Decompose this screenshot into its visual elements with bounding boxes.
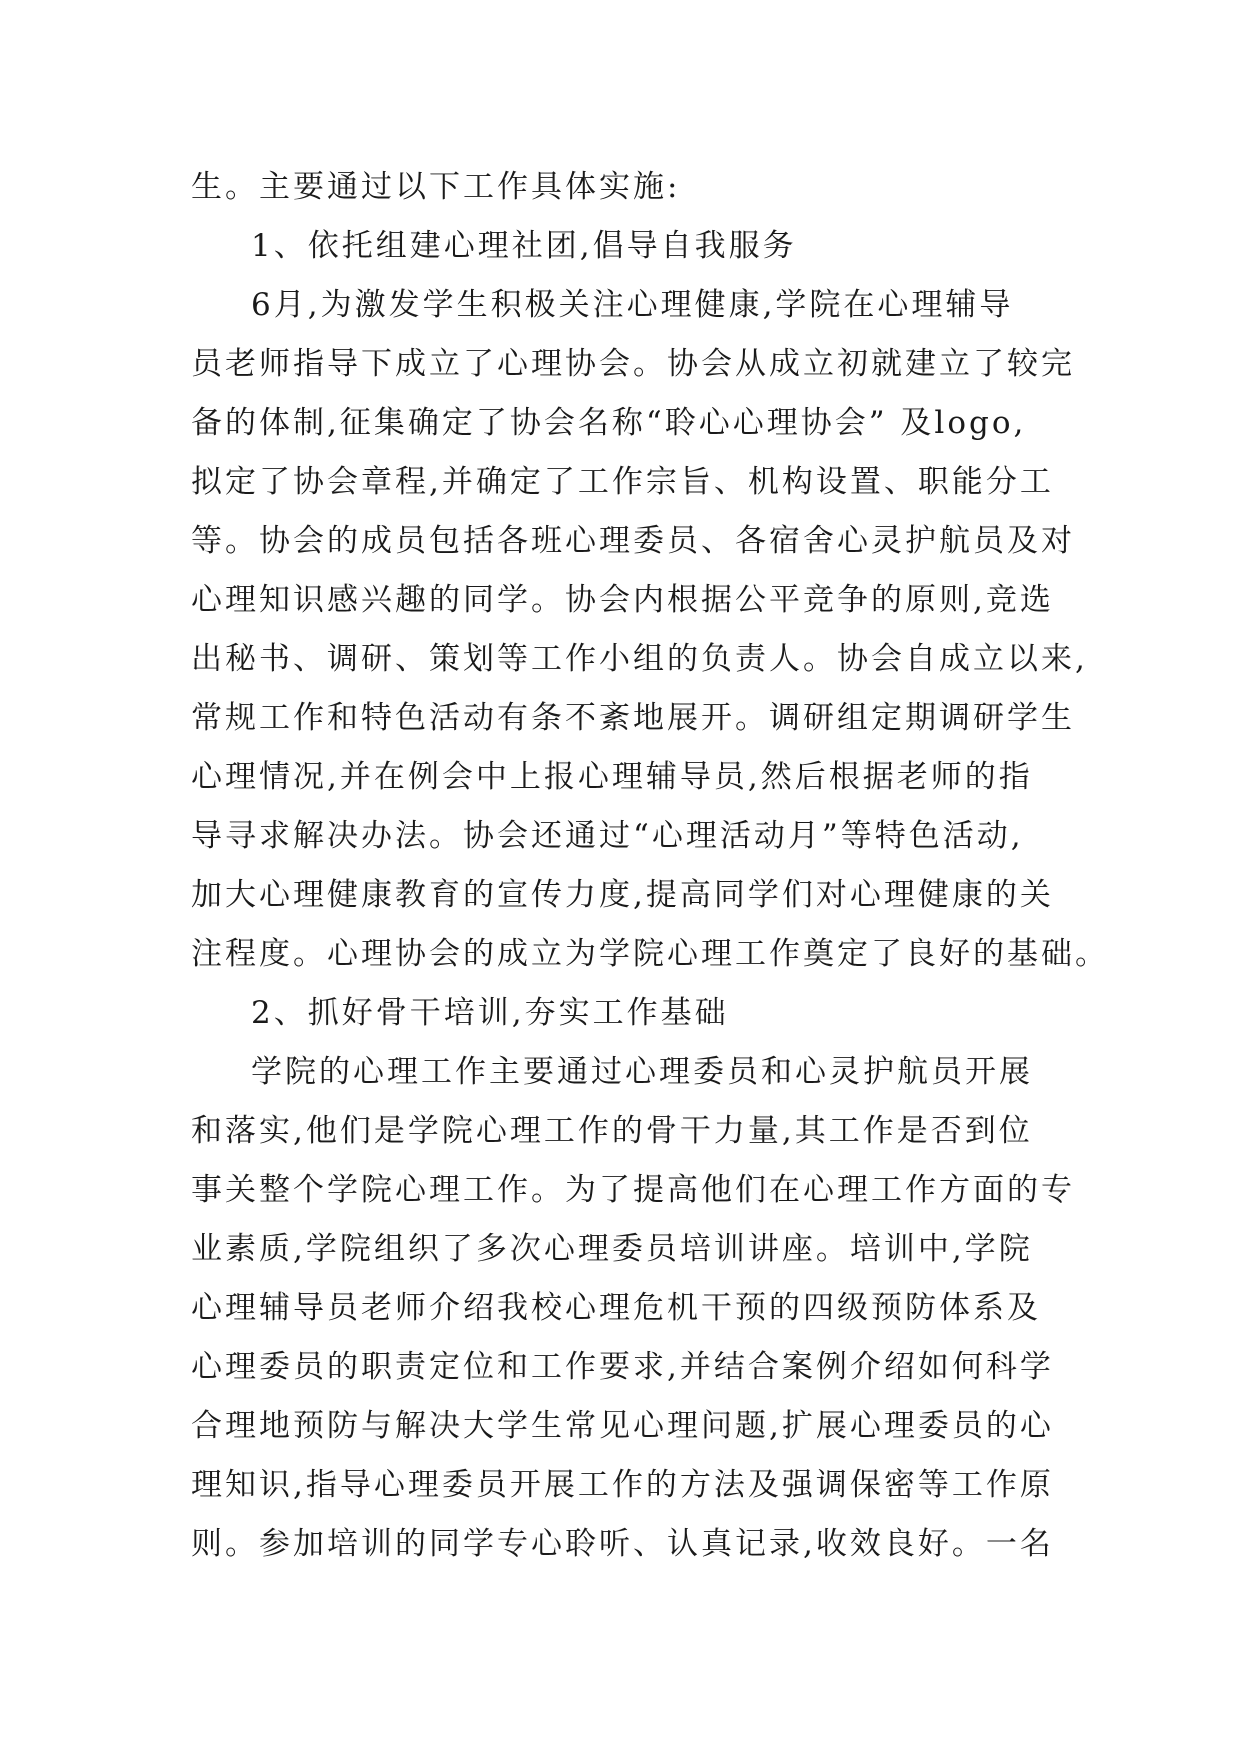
text-line: 加大心理健康教育的宣传力度,提高同学们对心理健康的关 [191,877,1054,913]
text-line: 生。主要通过以下工作具体实施: [191,169,681,205]
document-body [191,158,1109,1574]
text-line: 则。参加培训的同学专心聆听、认真记录,收效良好。一名 [191,1526,1054,1562]
text-line: 学院的心理工作主要通过心理委员和心灵护航员开展 [251,1054,1033,1090]
text-line: 合理地预防与解决大学生常见心理问题,扩展心理委员的心 [191,1408,1054,1444]
section-heading: 2、抓好骨干培训,夯实工作基础 [251,995,729,1031]
text-line: 导寻求解决办法。协会还通过“心理活动月”等特色活动, [191,818,1024,854]
text-line: 员老师指导下成立了心理协会。协会从成立初就建立了较完 [191,346,1075,382]
text-line: 事关整个学院心理工作。为了提高他们在心理工作方面的专 [191,1172,1075,1208]
text-line: 心理辅导员老师介绍我校心理危机干预的四级预防体系及 [191,1290,1041,1326]
text-line: 和落实,他们是学院心理工作的骨干力量,其工作是否到位 [191,1113,1033,1149]
text-line: 注程度。心理协会的成立为学院心理工作奠定了良好的基础。 [191,936,1109,972]
section-heading: 1、依托组建心理社团,倡导自我服务 [251,228,797,264]
text-line: 心理情况,并在例会中上报心理辅导员,然后根据老师的指 [191,759,1033,795]
text-line: 备的体制,征集确定了协会名称“聆心心理协会” 及logo, [191,405,1027,441]
text-line: 心理知识感兴趣的同学。协会内根据公平竞争的原则,竞选 [191,582,1054,618]
text-line: 拟定了协会章程,并确定了工作宗旨、机构设置、职能分工 [191,464,1054,500]
text-line: 6月,为激发学生积极关注心理健康,学院在心理辅导 [251,287,1014,323]
text-line: 理知识,指导心理委员开展工作的方法及强调保密等工作原 [191,1467,1054,1503]
text-line: 出秘书、调研、策划等工作小组的负责人。协会自成立以来, [191,641,1088,677]
text-line: 等。协会的成员包括各班心理委员、各宿舍心灵护航员及对 [191,523,1075,559]
text-line: 业素质,学院组织了多次心理委员培训讲座。培训中,学院 [191,1231,1033,1267]
text-line: 心理委员的职责定位和工作要求,并结合案例介绍如何科学 [191,1349,1054,1385]
text-line: 常规工作和特色活动有条不紊地展开。调研组定期调研学生 [191,700,1075,736]
